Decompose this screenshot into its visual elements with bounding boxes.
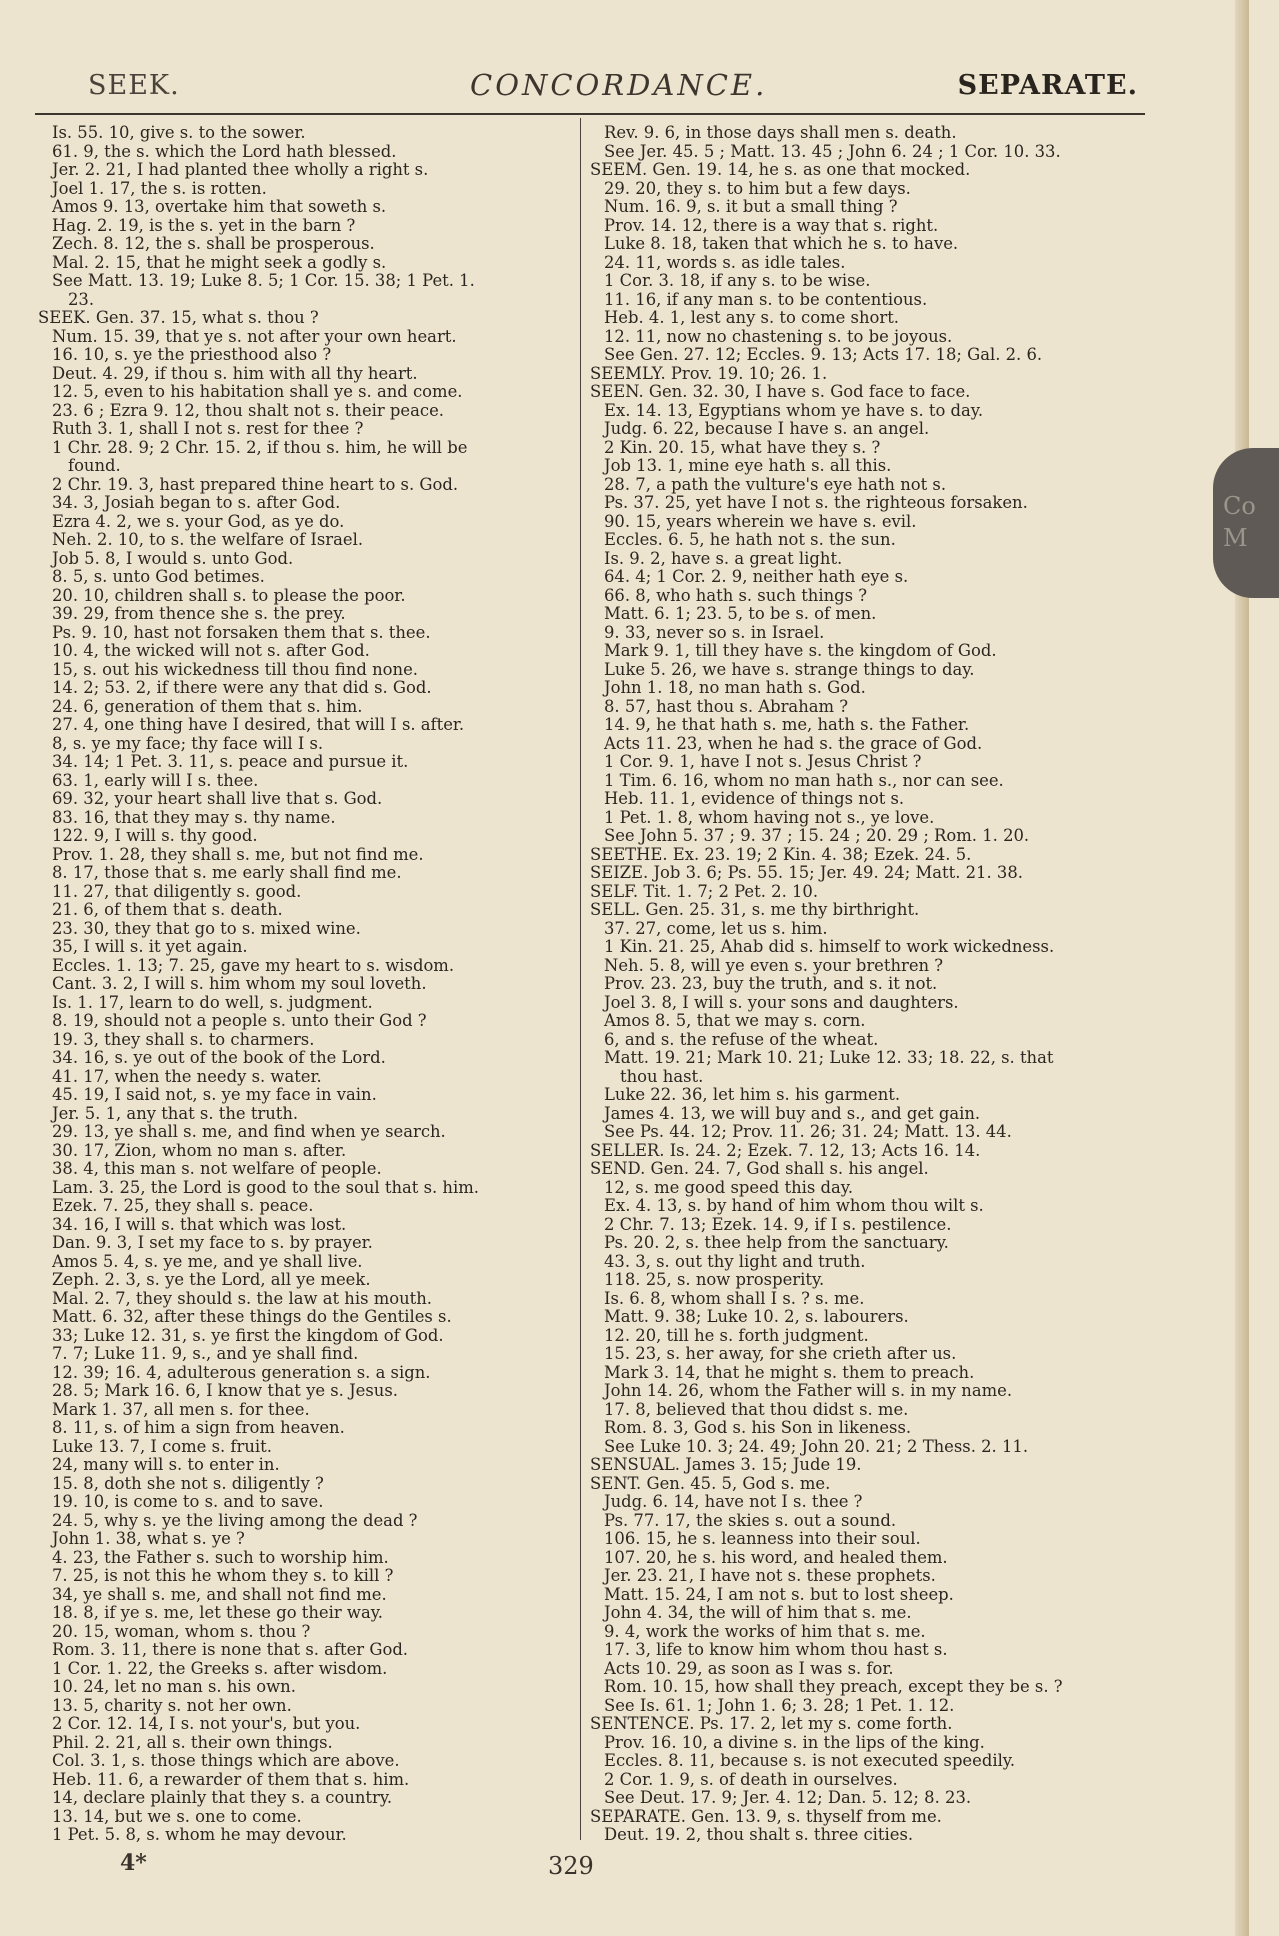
concordance-line: James 4. 13, we will buy and s., and get gain.	[604, 1103, 981, 1123]
concordance-line: Is. 6. 8, whom shall I s. ? s. me.	[604, 1288, 865, 1308]
concordance-line: 1 Chr. 28. 9; 2 Chr. 15. 2, if thou s. him, he will be	[52, 437, 468, 457]
running-head	[60, 58, 1138, 106]
concordance-line: See Luke 10. 3; 24. 49; John 20. 21; 2 Thess. 2. 11.	[604, 1436, 1029, 1456]
concordance-line: 8. 57, hast thou s. Abraham ?	[604, 696, 849, 716]
concordance-line: 122. 9, I will s. thy good.	[52, 826, 258, 845]
concordance-entry-heading: SENSUAL. James 3. 15; Jude 19.	[590, 1455, 862, 1474]
concordance-line: 17. 8, believed that thou didst s. me.	[604, 1399, 909, 1419]
concordance-line: Deut. 4. 29, if thou s. him with all thy heart.	[52, 363, 418, 383]
concordance-line: 63. 1, early will I s. thee.	[52, 770, 259, 790]
concordance-line: 15, s. out his wickedness till thou find none.	[52, 659, 418, 679]
concordance-line: Is. 1. 17, learn to do well, s. judgment.	[52, 992, 373, 1012]
concordance-line: 7. 7; Luke 11. 9, s., and ye shall find.	[52, 1344, 359, 1363]
concordance-line: Prov. 16. 10, a divine s. in the lips of the king.	[604, 1732, 985, 1752]
page-edge	[1235, 0, 1249, 1936]
concordance-line: Joel 3. 8, I will s. your sons and daughters.	[604, 992, 959, 1012]
concordance-line: Jer. 5. 1, any that s. the truth.	[52, 1103, 299, 1123]
concordance-line: Matt. 9. 38; Luke 10. 2, s. labourers.	[604, 1307, 909, 1326]
concordance-line: Prov. 23. 23, buy the truth, and s. it not.	[604, 974, 938, 993]
concordance-line: 106. 15, he s. leanness into their soul.	[604, 1529, 921, 1548]
concordance-line: Lam. 3. 25, the Lord is good to the soul that s. him.	[52, 1177, 479, 1197]
concordance-line: Ps. 9. 10, hast not forsaken them that s. thee.	[52, 622, 431, 642]
concordance-line: Heb. 4. 1, lest any s. to come short.	[604, 308, 900, 327]
concordance-line: Amos 9. 13, overtake him that soweth s.	[52, 197, 387, 216]
concordance-entry-heading: SENT. Gen. 45. 5, God s. me.	[590, 1473, 831, 1493]
concordance-line: Ex. 4. 13, s. by hand of him whom thou wilt s.	[604, 1196, 984, 1215]
concordance-line: See Jer. 45. 5 ; Matt. 13. 45 ; John 6. 24 ; 1 Cor. 10. 33.	[604, 141, 1061, 161]
concordance-entry-heading: SEEK. Gen. 37. 15, what s. thou ?	[38, 308, 319, 327]
concordance-line: See John 5. 37 ; 9. 37 ; 15. 24 ; 20. 29 ; Rom. 1. 20.	[604, 826, 1030, 845]
concordance-line: 14, declare plainly that they s. a country.	[52, 1788, 393, 1807]
concordance-line: Acts 11. 23, when he had s. the grace of God.	[604, 733, 983, 753]
concordance-line: Rev. 9. 6, in those days shall men s. death.	[604, 123, 957, 142]
concordance-line: Num. 15. 39, that ye s. not after your own heart.	[52, 326, 457, 346]
concordance-line: Rom. 8. 3, God s. his Son in likeness.	[604, 1418, 912, 1437]
concordance-line: Jer. 23. 21, I have not s. these prophets.	[604, 1566, 936, 1585]
concordance-line: Eccles. 1. 13; 7. 25, gave my heart to s. wisdom.	[52, 955, 455, 975]
concordance-line: 6, and s. the refuse of the wheat.	[604, 1029, 879, 1049]
concordance-line: Amos 8. 5, that we may s. corn.	[604, 1011, 866, 1030]
concordance-line: Is. 9. 2, have s. a great light.	[604, 548, 843, 568]
concordance-line: 33; Luke 12. 31, s. ye first the kingdom of God.	[52, 1325, 444, 1345]
concordance-entry-heading: SELLER. Is. 24. 2; Ezek. 7. 12, 13; Acts 16. 14.	[590, 1140, 981, 1160]
concordance-entry-heading: SELF. Tit. 1. 7; 2 Pet. 2. 10.	[590, 881, 819, 901]
concordance-line: found.	[68, 456, 121, 475]
concordance-line: 118. 25, s. now prosperity.	[604, 1270, 825, 1289]
concordance-line: 107. 20, he s. his word, and healed them.	[604, 1547, 948, 1567]
concordance-line: John 1. 18, no man hath s. God.	[604, 678, 866, 697]
left-column	[38, 124, 583, 1845]
concordance-line: 12. 5, even to his habitation shall ye s. and come.	[52, 382, 463, 401]
concordance-line: 34. 14; 1 Pet. 3. 11, s. peace and pursue it.	[52, 752, 409, 771]
thumb-index-tab[interactable]	[1213, 448, 1279, 598]
concordance-line: Heb. 11. 1, evidence of things not s.	[604, 789, 905, 808]
concordance-line: 2 Cor. 1. 9, s. of death in ourselves.	[604, 1769, 898, 1789]
concordance-line: Ex. 14. 13, Egyptians whom ye have s. to day.	[604, 400, 984, 420]
concordance-line: Deut. 19. 2, thou shalt s. three cities.	[604, 1825, 914, 1844]
concordance-entry-heading: SEEM. Gen. 19. 14, he s. as one that mocked.	[590, 160, 971, 179]
concordance-line: Zech. 8. 12, the s. shall be prosperous.	[52, 234, 375, 253]
concordance-line: 12. 11, now no chastening s. to be joyous.	[604, 326, 953, 346]
concordance-line: 12. 20, till he s. forth judgment.	[604, 1325, 869, 1345]
concordance-line: 83. 16, that they may s. thy name.	[52, 807, 336, 827]
column-divider	[580, 118, 581, 1840]
concordance-line: Ps. 20. 2, s. thee help from the sanctuary.	[604, 1233, 949, 1252]
running-head-left: SEEK.	[88, 70, 180, 101]
concordance-line: 12. 39; 16. 4, adulterous generation s. a sign.	[52, 1362, 431, 1382]
concordance-line: 13. 5, charity s. not her own.	[52, 1695, 292, 1715]
concordance-line: Rom. 3. 11, there is none that s. after God.	[52, 1640, 409, 1659]
concordance-line: Mal. 2. 7, they should s. the law at his mouth.	[52, 1288, 433, 1308]
concordance-entry-heading: SEND. Gen. 24. 7, God shall s. his angel.	[590, 1159, 929, 1178]
concordance-line: 28. 7, a path the vulture's eye hath not s.	[604, 474, 947, 494]
concordance-line: 1 Tim. 6. 16, whom no man hath s., nor can see.	[604, 770, 1004, 790]
concordance-entry-heading: SELL. Gen. 25. 31, s. me thy birthright.	[590, 900, 920, 919]
concordance-line: 69. 32, your heart shall live that s. God.	[52, 789, 383, 808]
concordance-line: See Is. 61. 1; John 1. 6; 3. 28; 1 Pet. 1. 12.	[604, 1695, 955, 1715]
concordance-line: 41. 17, when the needy s. water.	[52, 1066, 322, 1086]
concordance-line: 12, s. me good speed this day.	[604, 1177, 854, 1197]
concordance-line: 19. 3, they shall s. to charmers.	[52, 1029, 315, 1049]
concordance-line: Mal. 2. 15, that he might seek a godly s.	[52, 252, 387, 272]
concordance-line: Ezra 4. 2, we s. your God, as ye do.	[52, 511, 345, 531]
concordance-line: 15. 23, s. her away, for she crieth after us.	[604, 1344, 957, 1363]
concordance-line: 8. 17, those that s. me early shall find me.	[52, 863, 402, 882]
concordance-line: 34. 16, I will s. that which was lost.	[52, 1214, 347, 1234]
concordance-entry-heading: SEEN. Gen. 32. 30, I have s. God face to face.	[590, 382, 971, 401]
thumb-index-label: Co M	[1223, 492, 1256, 552]
concordance-line: See Gen. 27. 12; Eccles. 9. 13; Acts 17. 18; Gal. 2. 6.	[604, 345, 1043, 364]
concordance-line: Cant. 3. 2, I will s. him whom my soul loveth.	[52, 974, 427, 993]
signature-mark: 4*	[120, 1850, 147, 1876]
concordance-line: 2 Chr. 7. 13; Ezek. 14. 9, if I s. pestilence.	[604, 1214, 952, 1234]
concordance-line: John 4. 34, the will of him that s. me.	[604, 1603, 912, 1622]
concordance-entry-heading: SEETHE. Ex. 23. 19; 2 Kin. 4. 38; Ezek. 24. 5.	[590, 844, 972, 864]
concordance-line: Zeph. 2. 3, s. ye the Lord, all ye meek.	[52, 1270, 371, 1289]
concordance-line: Ps. 37. 25, yet have I not s. the righteous forsaken.	[604, 493, 1028, 512]
concordance-line: 66. 8, who hath s. such things ?	[604, 585, 868, 605]
concordance-line: 8. 5, s. unto God betimes.	[52, 567, 265, 586]
concordance-line: Acts 10. 29, as soon as I was s. for.	[604, 1658, 894, 1678]
concordance-line: 18. 8, if ye s. me, let these go their way.	[52, 1603, 384, 1622]
concordance-line: 21. 6, of them that s. death.	[52, 900, 283, 919]
header-rule	[35, 113, 1145, 115]
concordance-line: 23.	[68, 289, 95, 309]
concordance-line: 39. 29, from thence she s. the prey.	[52, 604, 346, 623]
concordance-line: Matt. 6. 1; 23. 5, to be s. of men.	[604, 604, 877, 623]
concordance-line: 29. 20, they s. to him but a few days.	[604, 178, 911, 198]
concordance-line: Matt. 19. 21; Mark 10. 21; Luke 12. 33; 18. 22, s. that	[604, 1048, 1054, 1067]
page-number: 329	[548, 1852, 594, 1880]
concordance-line: 2 Cor. 12. 14, I s. not your's, but you.	[52, 1714, 361, 1733]
concordance-line: Judg. 6. 14, have not I s. thee ?	[604, 1492, 863, 1511]
concordance-line: See Matt. 13. 19; Luke 8. 5; 1 Cor. 15. 38; 1 Pet. 1.	[52, 271, 475, 290]
concordance-line: 2 Chr. 19. 3, hast prepared thine heart to s. God.	[52, 474, 459, 494]
concordance-line: thou hast.	[620, 1066, 704, 1086]
concordance-line: 90. 15, years wherein we have s. evil.	[604, 511, 917, 531]
concordance-line: Ps. 77. 17, the skies s. out a sound.	[604, 1510, 897, 1530]
concordance-line: Prov. 14. 12, there is a way that s. right.	[604, 215, 939, 235]
concordance-line: 4. 23, the Father s. such to worship him.	[52, 1547, 389, 1567]
concordance-line: 1 Cor. 3. 18, if any s. to be wise.	[604, 271, 871, 290]
concordance-line: 24. 6, generation of them that s. him.	[52, 696, 363, 716]
concordance-line: 34. 3, Josiah began to s. after God.	[52, 493, 341, 512]
concordance-line: Judg. 6. 22, because I have s. an angel.	[604, 419, 930, 438]
concordance-line: 7. 25, is not this he whom they s. to kill ?	[52, 1566, 394, 1585]
concordance-line: 34. 16, s. ye out of the book of the Lord.	[52, 1048, 386, 1067]
concordance-line: Ezek. 7. 25, they shall s. peace.	[52, 1196, 314, 1215]
concordance-line: 28. 5; Mark 16. 6, I know that ye s. Jesus.	[52, 1381, 398, 1400]
concordance-line: Matt. 15. 24, I am not s. but to lost sheep.	[604, 1584, 954, 1604]
concordance-line: Job 5. 8, I would s. unto God.	[52, 548, 294, 568]
concordance-line: Col. 3. 1, s. those things which are above.	[52, 1751, 400, 1770]
concordance-line: Eccles. 8. 11, because s. is not executed speedily.	[604, 1751, 1016, 1770]
concordance-line: Neh. 2. 10, to s. the welfare of Israel.	[52, 530, 364, 549]
concordance-line: 10. 24, let no man s. his own.	[52, 1677, 296, 1696]
concordance-line: Luke 22. 36, let him s. his garment.	[604, 1085, 901, 1104]
concordance-line: 14. 2; 53. 2, if there were any that did s. God.	[52, 678, 432, 697]
concordance-line: 16. 10, s. ye the priesthood also ?	[52, 345, 332, 364]
concordance-line: 27. 4, one thing have I desired, that will I s. after.	[52, 715, 465, 734]
concordance-line: 20. 15, woman, whom s. thou ?	[52, 1621, 311, 1641]
concordance-line: John 14. 26, whom the Father will s. in my name.	[604, 1381, 1013, 1400]
concordance-line: 9. 4, work the works of him that s. me.	[604, 1621, 926, 1641]
concordance-entry-heading: SEIZE. Job 3. 6; Ps. 55. 15; Jer. 49. 24; Matt. 21. 38.	[590, 863, 1023, 882]
concordance-line: 14. 9, he that hath s. me, hath s. the Father.	[604, 715, 970, 734]
concordance-line: 23. 30, they that go to s. mixed wine.	[52, 918, 361, 938]
concordance-line: 29. 13, ye shall s. me, and find when ye search.	[52, 1122, 446, 1141]
concordance-line: 24. 5, why s. ye the living among the dead ?	[52, 1510, 418, 1530]
concordance-line: Prov. 1. 28, they shall s. me, but not find me.	[52, 844, 424, 864]
concordance-line: Mark 3. 14, that he might s. them to preach.	[604, 1362, 975, 1382]
concordance-line: Luke 8. 18, taken that which he s. to have.	[604, 234, 959, 253]
concordance-line: Hag. 2. 19, is the s. yet in the barn ?	[52, 215, 356, 235]
concordance-line: 1 Pet. 5. 8, s. whom he may devour.	[52, 1825, 347, 1844]
concordance-line: 20. 10, children shall s. to please the poor.	[52, 585, 406, 605]
concordance-line: Mark 9. 1, till they have s. the kingdom of God.	[604, 641, 997, 660]
concordance-line: Dan. 9. 3, I set my face to s. by prayer.	[52, 1233, 373, 1252]
concordance-line: 35, I will s. it yet again.	[52, 937, 248, 956]
concordance-line: 24, many will s. to enter in.	[52, 1455, 280, 1474]
concordance-entry-heading: SEEMLY. Prov. 19. 10; 26. 1.	[590, 363, 828, 383]
concordance-line: Phil. 2. 21, all s. their own things.	[52, 1732, 333, 1752]
concordance-line: 2 Kin. 20. 15, what have they s. ?	[604, 437, 881, 457]
concordance-line: 37. 27, come, let us s. him.	[604, 918, 828, 938]
concordance-entry-heading: SEPARATE. Gen. 13. 9, s. thyself from me.	[590, 1806, 942, 1826]
concordance-line: Mark 1. 37, all men s. for thee.	[52, 1399, 310, 1419]
concordance-line: 11. 27, that diligently s. good.	[52, 881, 302, 901]
concordance-line: Amos 5. 4, s. ye me, and ye shall live.	[52, 1251, 363, 1271]
concordance-line: Ruth 3. 1, shall I not s. rest for thee ?	[52, 419, 364, 438]
concordance-line: Job 13. 1, mine eye hath s. all this.	[604, 456, 892, 475]
concordance-line: 13. 14, but we s. one to come.	[52, 1806, 302, 1826]
concordance-line: 17. 3, life to know him whom thou hast s.	[604, 1640, 948, 1659]
concordance-line: 34, ye shall s. me, and shall not find me.	[52, 1584, 387, 1604]
concordance-line: 38. 4, this man s. not welfare of people.	[52, 1159, 382, 1178]
concordance-line: See Deut. 17. 9; Jer. 4. 12; Dan. 5. 12; 8. 23.	[604, 1788, 972, 1807]
concordance-line: 8. 11, s. of him a sign from heaven.	[52, 1418, 345, 1437]
concordance-line: 45. 19, I said not, s. ye my face in vain.	[52, 1085, 377, 1104]
concordance-line: 10. 4, the wicked will not s. after God.	[52, 641, 370, 660]
right-column	[590, 124, 1145, 1845]
concordance-line: Neh. 5. 8, will ye even s. your brethren ?	[604, 955, 944, 975]
concordance-line: Luke 13. 7, I come s. fruit.	[52, 1436, 272, 1456]
concordance-line: 64. 4; 1 Cor. 2. 9, neither hath eye s.	[604, 567, 909, 586]
concordance-line: 24. 11, words s. as idle tales.	[604, 252, 846, 272]
concordance-line: 1 Cor. 9. 1, have I not s. Jesus Christ ?	[604, 752, 922, 771]
concordance-line: 19. 10, is come to s. and to save.	[52, 1492, 324, 1511]
concordance-line: Num. 16. 9, s. it but a small thing ?	[604, 197, 898, 216]
concordance-line: 23. 6 ; Ezra 9. 12, thou shalt not s. their peace.	[52, 400, 444, 420]
concordance-line: 1 Cor. 1. 22, the Greeks s. after wisdom.	[52, 1658, 388, 1678]
concordance-line: 8, s. ye my face; thy face will I s.	[52, 733, 324, 753]
concordance-entry-heading: SENTENCE. Ps. 17. 2, let my s. come forth.	[590, 1714, 953, 1733]
concordance-line: 9. 33, never so s. in Israel.	[604, 622, 825, 642]
concordance-line: Matt. 6. 32, after these things do the Gentiles s.	[52, 1307, 452, 1326]
concordance-line: Luke 5. 26, we have s. strange things to day.	[604, 659, 975, 679]
concordance-line: Is. 55. 10, give s. to the sower.	[52, 123, 306, 142]
concordance-line: Heb. 11. 6, a rewarder of them that s. him.	[52, 1769, 410, 1789]
concordance-line: 30. 17, Zion, whom no man s. after.	[52, 1140, 347, 1160]
concordance-line: Jer. 2. 21, I had planted thee wholly a right s.	[52, 160, 429, 179]
concordance-line: 61. 9, the s. which the Lord hath blessed.	[52, 141, 397, 161]
concordance-line: See Ps. 44. 12; Prov. 11. 26; 31. 24; Matt. 13. 44.	[604, 1122, 1012, 1141]
concordance-line: Rom. 10. 15, how shall they preach, except they be s. ?	[604, 1677, 1063, 1696]
concordance-line: 43. 3, s. out thy light and truth.	[604, 1251, 866, 1271]
concordance-line: 1 Kin. 21. 25, Ahab did s. himself to work wickedness.	[604, 937, 1055, 956]
concordance-line: Eccles. 6. 5, he hath not s. the sun.	[604, 530, 896, 549]
concordance-line: John 1. 38, what s. ye ?	[52, 1529, 245, 1548]
concordance-line: 15. 8, doth she not s. diligently ?	[52, 1473, 324, 1493]
concordance-line: 1 Pet. 1. 8, whom having not s., ye love.	[604, 807, 935, 827]
running-head-right: SEPARATE.	[957, 70, 1138, 101]
running-head-center: CONCORDANCE.	[470, 68, 768, 102]
concordance-line: 8. 19, should not a people s. unto their God ?	[52, 1011, 427, 1030]
concordance-line: 11. 16, if any man s. to be contentious.	[604, 289, 928, 309]
concordance-line: Joel 1. 17, the s. is rotten.	[52, 178, 267, 198]
